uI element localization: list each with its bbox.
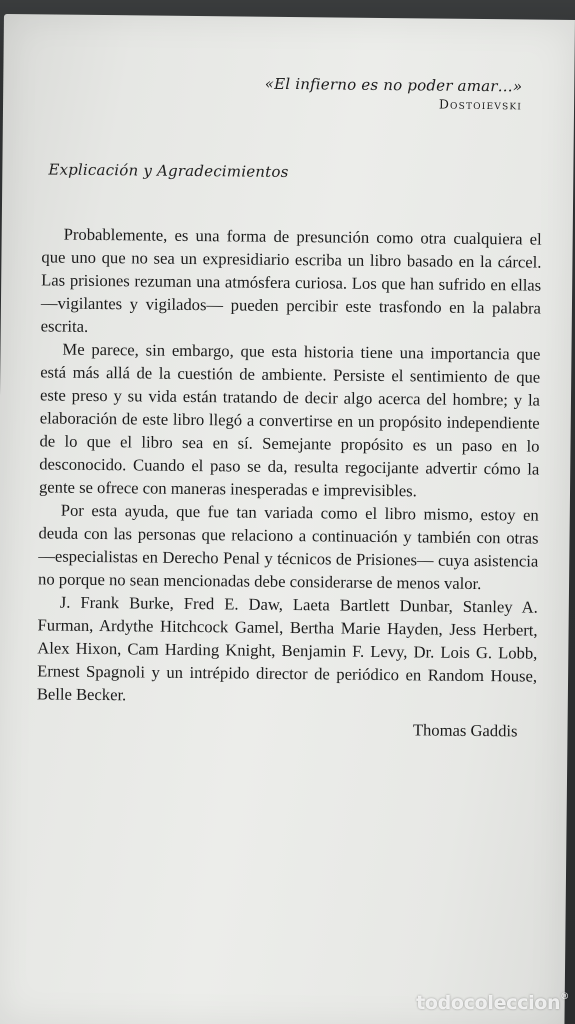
epigraph-quote: «El infierno es no poder amar…» — [264, 74, 523, 96]
paragraph-1: Probablemente, es una forma de presunción como otra cualquiera el que uno que no sea un expresidiario escriba un libro basado en la cárcel. Las prisiones rezuman una atmósfera curiosa. Los que han sufrido en ellas —vigilantes y vigilados— pueden percibir este trasfondo en la palabra escrita. — [40, 224, 542, 336]
paragraph-4: J. Frank Burke, Fred E. Daw, Laeta Bartlett Dunbar, Stanley A. Furman, Ardythe Hitchcock Gamel, Bertha Marie Hayden, Jess Herbert, Alex Hixon, Cam Harding Knight, Benjamin F. Levy, Dr. Lois G. Lobb, Ernest Spagnoli y un intrépido director de periódico en Random House, Belle Becker. — [36, 592, 538, 705]
watermark — [416, 992, 569, 1014]
epigraph-author: Dostoievski — [438, 96, 523, 113]
body-text — [37, 222, 542, 710]
paragraph-3: Por esta ayuda, que fue tan variada como el libro mismo, estoy en deuda con las personas que relaciono a continuación y también con otras —especialistas en Derecho Penal y técnicos de Prisiones— cuya asistencia no porque no sean mencionadas debe considerarse de menos valor. — [37, 500, 539, 594]
section-title: Explicación y Agradecimientos — [48, 160, 289, 181]
watermark-text: todocoleccion — [416, 992, 561, 1014]
paragraph-2: Me parece, sin embargo, que esta historia tiene una importancia que está más allá de la cuestión de ambiente. Persiste el sentimiento de que este preso y su vida están tratando de decir algo acerca del hombre; y la elaboración de este libro llegó a convertirse en un propósito independiente de lo que el libro sea en sí. Semejante propósito es un paso en lo desconocido. Cuando el paso se da, resulta regocijante advertir cómo la gente se ofrece con maneras inesperadas e imprevisibles. — [38, 339, 541, 501]
book-page — [0, 14, 575, 1024]
epigraph — [264, 75, 522, 113]
signature: Thomas Gaddis — [412, 720, 518, 741]
watermark-registered-mark: ® — [560, 992, 569, 1002]
